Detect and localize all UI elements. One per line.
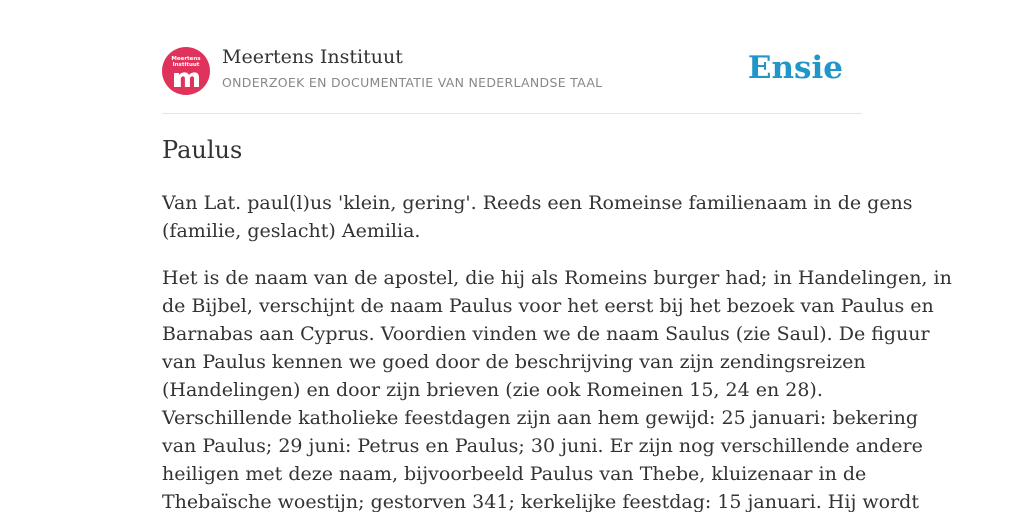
paragraph-line: heiligen met deze naam, bijvoorbeeld Paulus van Thebe, kluizenaar in de bbox=[162, 463, 867, 485]
paragraph-line: de Bijbel, verschijnt de naam Paulus voor het eerst bij het bezoek van Paulus en bbox=[162, 295, 934, 317]
logo-text-line2: Instituut bbox=[172, 62, 200, 68]
paragraph-line: van Paulus kennen we goed door de beschrijving van zijn zendingsreizen bbox=[162, 351, 866, 373]
paragraph-line: van Paulus; 29 juni: Petrus en Paulus; 30 juni. Er zijn nog verschillende andere bbox=[162, 435, 923, 457]
paragraph-line: Thebaïsche woestijn; gestorven 341; kerkelijke feestdag: 15 januari. Hij wordt bbox=[162, 491, 919, 512]
org-tagline: ONDERZOEK EN DOCUMENTATIE VAN NEDERLANDSE TAAL bbox=[222, 75, 603, 90]
article-title: Paulus bbox=[162, 136, 243, 164]
article-paragraph bbox=[162, 264, 952, 512]
paragraph-line: Verschillende katholieke feestdagen zijn aan hem gewijd: 25 januari: bekering bbox=[162, 407, 919, 429]
article-body bbox=[162, 189, 952, 512]
m-letter-icon bbox=[172, 69, 200, 87]
paragraph-line: Barnabas aan Cyprus. Voordien vinden we de naam Saulus (zie Saul). De figuur bbox=[162, 323, 930, 345]
ensie-brand-link[interactable]: Ensie bbox=[747, 50, 843, 86]
paragraph-line: Van Lat. paul(l)us 'klein, gering'. Reeds een Romeinse familienaam in de gens bbox=[162, 192, 913, 214]
paragraph-line: (familie, geslacht) Aemilia. bbox=[162, 220, 421, 242]
header-divider bbox=[162, 113, 862, 114]
meertens-logo[interactable] bbox=[162, 47, 210, 95]
paragraph-line: Het is de naam van de apostel, die hij als Romeins burger had; in Handelingen, in bbox=[162, 267, 952, 289]
site-header bbox=[162, 46, 862, 96]
logo-text-line1: Meertens bbox=[171, 56, 201, 62]
paragraph-line: (Handelingen) en door zijn brieven (zie ook Romeinen 15, 24 en 28). bbox=[162, 379, 823, 401]
org-name[interactable]: Meertens Instituut bbox=[222, 46, 403, 68]
article-paragraph bbox=[162, 189, 913, 245]
